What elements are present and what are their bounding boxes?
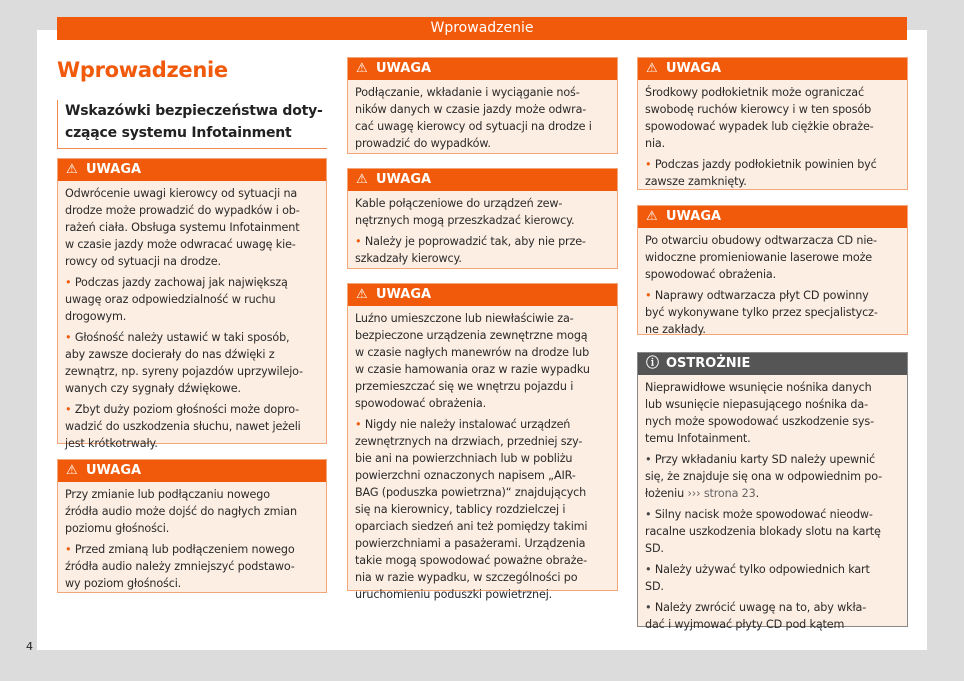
box-label: UWAGA <box>666 209 722 224</box>
bullet-icon: • <box>65 331 75 344</box>
warning-triangle-icon: ⚠ <box>356 172 368 187</box>
box-bullet <box>65 329 319 397</box>
bullet-text: Podczas jazdy zachowaj jak największą uwagę oraz odpowiedzialność w ruchu drogowym. <box>65 276 288 323</box>
box-bullet <box>645 156 900 190</box>
warning-header <box>348 169 617 191</box>
box-bullet <box>645 287 900 338</box>
box-bullet <box>645 506 900 557</box>
bullet-icon: • <box>645 563 655 576</box>
bullet-icon: • <box>645 508 655 521</box>
box-label: UWAGA <box>376 172 432 187</box>
box-label: UWAGA <box>376 61 432 76</box>
page-number: 4 <box>26 640 33 653</box>
bullet-icon: • <box>645 453 655 466</box>
bullet-icon: • <box>645 601 655 614</box>
page-link[interactable]: ››› strona 23 <box>687 487 756 500</box>
box-paragraph: Kable połączeniowe do urządzeń zew- nętrznych mogą przeszkadzać kierowcy. <box>355 197 575 227</box>
warning-triangle-icon: ⚠ <box>646 61 658 76</box>
bullet-icon: • <box>645 158 655 171</box>
box-bullet: • Przy wkładaniu karty SD należy upewnić się, że znajduje się ona w odpowiednim po- łożeniu ››› strona 23. <box>645 453 883 500</box>
box-label: UWAGA <box>666 61 722 76</box>
warning-header <box>348 58 617 80</box>
bullet-text: Głośność należy ustawić w taki sposób, aby zawsze docierały do nas dźwięki z zewnątrz, np. syreny pojazdów uprzywilejo- wanych czy sygnały dźwiękowe. <box>65 331 303 395</box>
box-paragraph: Odwrócenie uwagi kierowcy od sytuacji na drodze może prowadzić do wypadków i ob- rażeń ciała. Obsługa systemu Infotainment w czasie jazdy może odwracać uwagę kie- rowcy od sytuacji na drodze. <box>65 187 300 268</box>
warning-box <box>57 158 327 450</box>
bullet-icon: • <box>355 235 365 248</box>
bullet-text: Przy wkładaniu karty SD należy upewnić się, że znajduje się ona w odpowiednim po- łożeniu <box>645 453 883 500</box>
box-paragraph: Środkowy podłokietnik może ograniczać swobodę ruchów kierowcy i w ten sposób spowodować wypadek lub ciężkie obraże- nia. <box>645 86 874 150</box>
box-paragraph: Przy zmianie lub podłączaniu nowego źródła audio może dojść do nagłych zmian poziomu głośności. <box>65 488 297 535</box>
warning-box <box>347 168 618 269</box>
caution-header <box>638 353 907 375</box>
bullet-text: Należy używać tylko odpowiednich kart SD. <box>645 563 870 593</box>
box-bullet <box>65 401 319 452</box>
bullet-text: Należy je poprowadzić tak, aby nie prze- szkadzały kierowcy. <box>355 235 586 265</box>
bullet-text: Naprawy odtwarzacza płyt CD powinny być wykonywane tylko przez specjalistycz- ne zakłady. <box>645 289 878 336</box>
bullet-text: Zbyt duży poziom głośności może dopro- wadzić do uszkodzenia słuchu, nawet jeżeli jest krótkotrwały. <box>65 403 301 450</box>
bullet-text: Nigdy nie należy instalować urządzeń zewnętrznych na drzwiach, przedniej szy- bie ani na powierzchniach lub w pobliżu powierzchni oznaczonych napisem „AIR- BAG (poduszka powietrzna)“ znajdujących się na kierownicy, tablicy rozdzielczej i oparciach siedzeń ani też pomiędzy takimi powierzchniami a pasażerami. Urządzenia takie mogą spowodować poważne obraże- nia w razie wypadku, w szczególności po uruchomieniu poduszki powietrznej. <box>355 418 588 601</box>
box-paragraph: Po otwarciu obudowy odtwarzacza CD nie- widoczne promieniowanie laserowe może spowodować obrażenia. <box>645 234 877 281</box>
bullet-text: Podczas jazdy podłokietnik powinien być zawsze zamknięty. <box>645 158 877 188</box>
box-bullet <box>645 599 900 633</box>
warning-header <box>638 206 907 228</box>
bullet-icon: • <box>65 403 75 416</box>
bullet-icon: • <box>65 543 75 556</box>
warning-header <box>348 284 617 306</box>
warning-triangle-icon: ⚠ <box>646 209 658 224</box>
warning-box <box>637 57 908 190</box>
box-label: UWAGA <box>86 463 142 478</box>
warning-box <box>347 283 618 601</box>
box-paragraph: Luźno umieszczone lub niewłaściwie za- bezpieczone urządzenia zewnętrzne mogą w czasie nagłych manewrów na drodze lub w czasie hamowania oraz w razie wypadku przemieszczać się we wnętrzu pojazdu i spowodować obrażenia. <box>355 312 590 410</box>
caution-box <box>637 352 908 631</box>
box-bullet <box>355 233 610 267</box>
warning-header <box>58 460 326 482</box>
page-title: Wprowadzenie <box>57 58 228 82</box>
warning-box <box>637 205 908 335</box>
warning-triangle-icon: ⚠ <box>66 463 78 478</box>
box-paragraph: Nieprawidłowe wsunięcie nośnika danych lub wsunięcie niepasującego nośnika da- nych może spowodować uszkodzenie sys- temu Infotainment. <box>645 381 874 445</box>
box-bullet <box>355 416 610 603</box>
warning-triangle-icon: ⚠ <box>356 61 368 76</box>
box-label: OSTROŻNIE <box>666 356 751 371</box>
section-subtitle: Wskazówki bezpieczeństwa doty- cząące systemu Infotainment <box>57 100 327 149</box>
bullet-text: Należy zwrócić uwagę na to, aby wkła- dać i wyjmować płyty CD pod kątem <box>645 601 867 631</box>
warning-box <box>57 459 327 593</box>
section-header: Wprowadzenie <box>57 17 907 40</box>
box-bullet <box>65 274 319 325</box>
box-bullet <box>65 541 319 592</box>
bullet-text: Silny nacisk może spowodować nieodw- racalne uszkodzenia blokady slotu na kartę SD. <box>645 508 881 555</box>
box-label: UWAGA <box>376 287 432 302</box>
bullet-text: Przed zmianą lub podłączeniem nowego źródła audio należy zmniejszyć podstawo- wy poziom głośności. <box>65 543 295 590</box>
box-paragraph: Podłączanie, wkładanie i wyciąganie noś- ników danych w czasie jazdy może odwra- cać uwagę kierowcy od sytuacji na drodze i prowadzić do wypadków. <box>355 86 592 150</box>
warning-header <box>58 159 326 181</box>
warning-header <box>638 58 907 80</box>
warning-triangle-icon: ⚠ <box>356 287 368 302</box>
bullet-icon: • <box>355 418 365 431</box>
warning-triangle-icon: ⚠ <box>66 162 78 177</box>
warning-box <box>347 57 618 154</box>
bullet-icon: • <box>645 289 655 302</box>
bullet-icon: • <box>65 276 75 289</box>
box-label: UWAGA <box>86 162 142 177</box>
box-bullet <box>645 561 900 595</box>
caution-circle-icon: ⓘ <box>646 356 660 371</box>
